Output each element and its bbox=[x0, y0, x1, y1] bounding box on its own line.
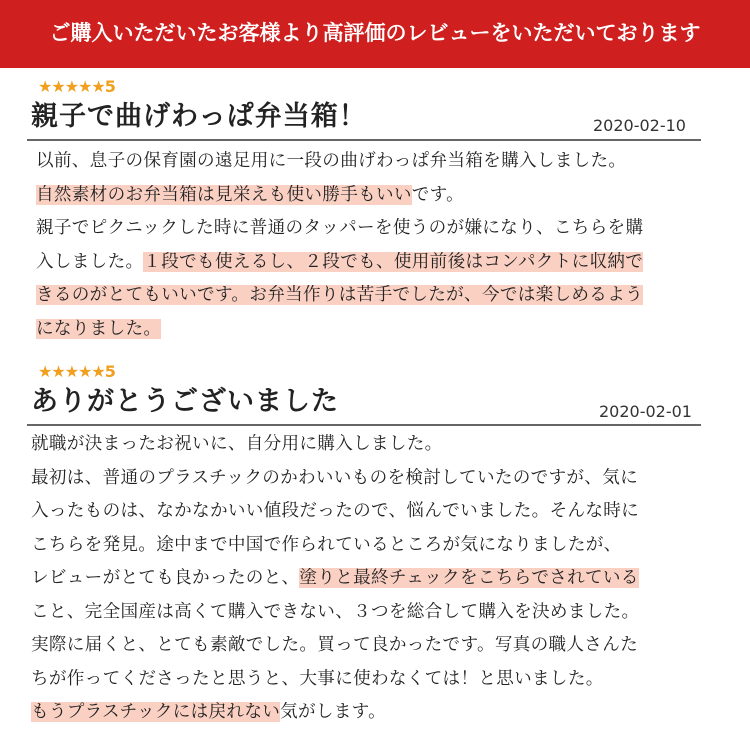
header-banner bbox=[0, 0, 750, 68]
banner-text: ご購入いただいたお客様より高評価のレビューをいただいております bbox=[49, 21, 701, 45]
review-date: 2020-02-10 bbox=[593, 116, 686, 135]
review-title: ありがとうございました bbox=[31, 386, 339, 417]
review-line: 入ったものは、なかなかいい値段だったので、悩んでいました。そんな時に bbox=[31, 501, 640, 521]
review-line bbox=[36, 313, 726, 347]
highlight: になりました。 bbox=[36, 318, 162, 339]
review-body bbox=[36, 145, 726, 346]
review-line: 自然素材のお弁当箱は見栄えも使い勝手もいいです。 bbox=[36, 184, 465, 205]
review-line: もうプラスチックには戻れない気がします。 bbox=[31, 702, 387, 722]
highlight: です。お弁当作りは苦手でしたが、今では楽しめるよう bbox=[197, 285, 643, 305]
review-body bbox=[31, 428, 731, 730]
highlight: もうプラスチックには戻れない bbox=[31, 702, 281, 722]
review-line: 入しました。１段でも使えるし、２段でも、使用前後はコンパクトに収納で bbox=[36, 251, 644, 272]
highlight: １段でも使えるし、２段でも、使用前後はコンパクトに収納で bbox=[143, 251, 644, 272]
review-line: レビューがとても良かったのと、塗りと最終チェックをこちらでされている bbox=[31, 568, 639, 588]
divider bbox=[27, 424, 701, 426]
review-title: 親子で曲げわっぱ弁当箱！ bbox=[31, 101, 367, 132]
review-line: 最初は、普通のプラスチックのかわいいものを検討していたのですが、気に bbox=[31, 467, 638, 488]
highlight: きるのがとてもいい bbox=[36, 285, 198, 305]
star-rating: ★★★★★5 bbox=[38, 362, 115, 381]
review-line: こちらを発見。途中まで中国で作られているところが気になりましたが、 bbox=[31, 534, 622, 555]
star-rating: ★★★★★5 bbox=[38, 77, 115, 96]
review-date: 2020-02-01 bbox=[599, 402, 692, 421]
review-line: 実際に届くと、とても素敵でした。買って良かったです。写真の職人さんた bbox=[31, 635, 638, 655]
review-line: 親子でピクニックした時に普通のタッパーを使うのが嫌になり、こちらを購 bbox=[36, 218, 644, 238]
review-line: 就職が決まったお祝いに、自分用に購入しました。 bbox=[31, 434, 443, 454]
review-line: こと、完全国産は高くて購入できない、３つを総合して購入を決めました。 bbox=[31, 601, 640, 622]
divider bbox=[27, 139, 701, 141]
highlight: 塗りと最終チェックをこちらでされている bbox=[299, 568, 639, 588]
review-line bbox=[36, 279, 726, 313]
review-line: 以前、息子の保育園の遠足用に一段の曲げわっぱ弁当箱を購入しました。 bbox=[36, 151, 627, 171]
review-line: ちが作ってくださったと思うと、大事に使わなくては！と思いました。 bbox=[31, 668, 604, 689]
highlight: 自然素材のお弁当箱は見栄えも使い勝手もいい bbox=[36, 184, 412, 205]
